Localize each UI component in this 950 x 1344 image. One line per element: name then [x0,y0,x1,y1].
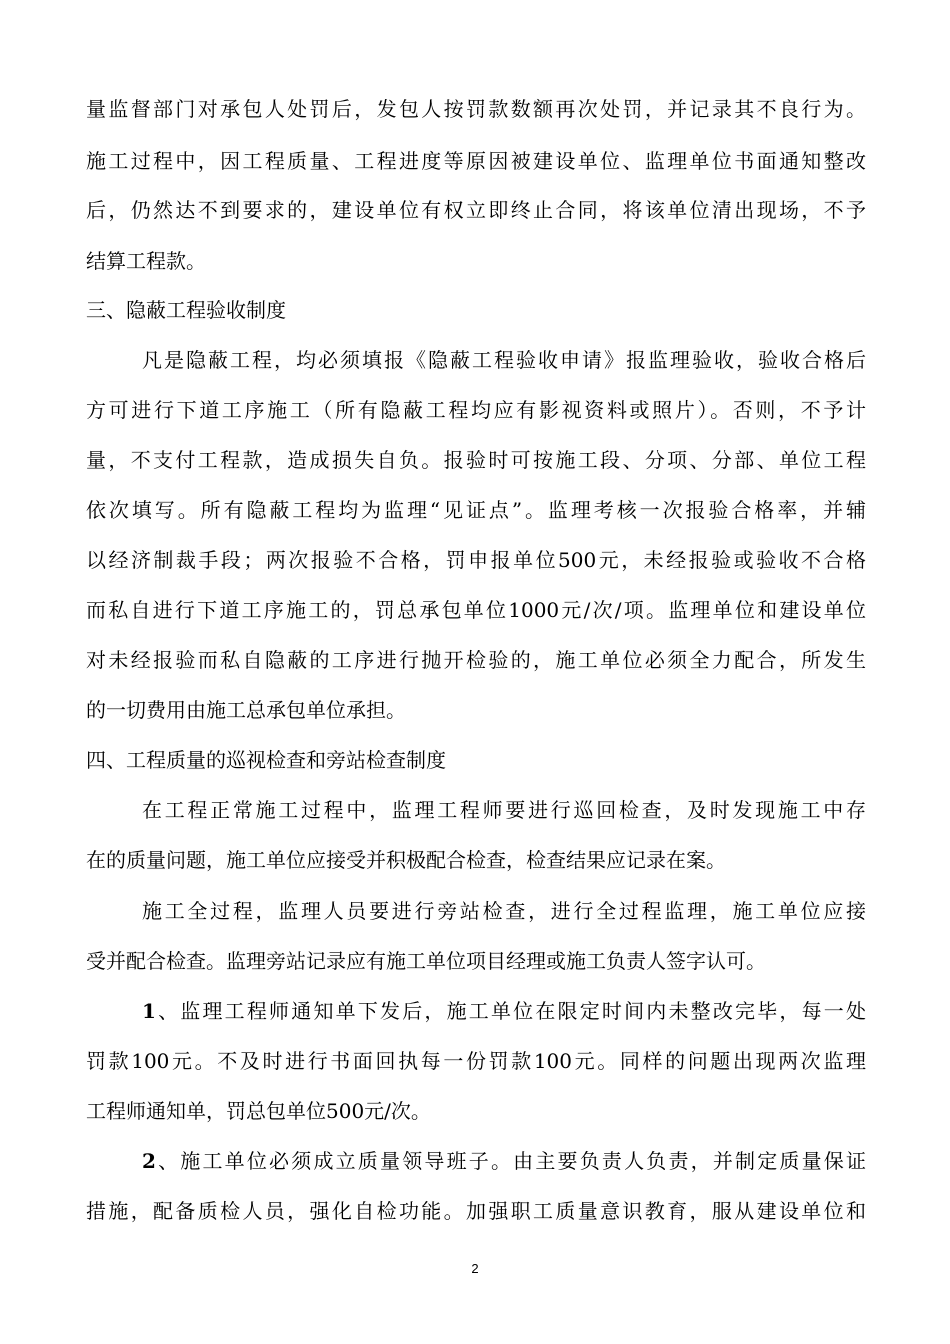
text-line: 后，仍然达不到要求的，建设单位有权立即终止合同，将该单位清出现场，不予 [86,198,866,222]
text-line: 罚款100元。不及时进行书面回执每一份罚款100元。同样的问题出现两次监理 [86,1049,866,1073]
text-line: 工程师通知单，罚总包单位500元/次。 [86,1099,431,1123]
text-line: 的一切费用由施工总承包单位承担。 [86,698,406,722]
text-line: 施工全过程，监理人员要进行旁站检查，进行全过程监理，施工单位应接 [142,899,866,923]
text-line: 依次填写。所有隐蔽工程均为监理“见证点”。监理考核一次报验合格率，并辅 [86,498,866,522]
text-line: 方可进行下道工序施工（所有隐蔽工程均应有影视资料或照片）。否则，不予计 [86,398,866,422]
text-line: 而私自进行下道工序施工的，罚总承包单位1000元/次/项。监理单位和建设单位 [86,598,866,622]
text-line: 以经济制裁手段；两次报验不合格，罚申报单位500元，未经报验或验收不合格 [86,548,866,572]
text-line: 凡是隐蔽工程，均必须填报《隐蔽工程验收申请》报监理验收，验收合格后 [142,348,866,372]
text-line: 受并配合检查。监理旁站记录应有施工单位项目经理或施工负责人签字认可。 [86,949,766,973]
text-line: 结算工程款。 [86,249,206,273]
item-text: 、施工单位必须成立质量领导班子。由主要负责人负责，并制定质量保证 [155,1149,866,1173]
item-number: 1 [142,999,156,1023]
text-line: 量监督部门对承包人处罚后，发包人按罚款数额再次处罚，并记录其不良行为。 [86,97,866,121]
text-line: 措施，配备质检人员，强化自检功能。加强职工质量意识教育，服从建设单位和 [86,1199,866,1223]
section-heading: 四、工程质量的巡视检查和旁站检查制度 [86,748,446,772]
text-line: 量，不支付工程款，造成损失自负。报验时可按施工段、分项、分部、单位工程 [86,448,866,472]
text-line: 在工程正常施工过程中，监理工程师要进行巡回检查，及时发现施工中存 [142,798,866,822]
item-number: 2 [142,1149,156,1173]
text-line: 施工过程中，因工程质量、工程进度等原因被建设单位、监理单位书面通知整改 [86,149,866,173]
text-line: 在的质量问题，施工单位应接受并积极配合检查，检查结果应记录在案。 [86,848,726,872]
section-heading: 三、隐蔽工程验收制度 [86,298,286,322]
page-number: 2 [471,1261,479,1276]
item-text: 、监理工程师通知单下发后，施工单位在限定时间内未整改完毕，每一处 [155,999,866,1023]
numbered-item-line [86,1146,866,1176]
text-line: 对未经报验而私自隐蔽的工序进行抛开检验的，施工单位必须全力配合，所发生 [86,648,866,672]
numbered-item-line [86,996,866,1026]
